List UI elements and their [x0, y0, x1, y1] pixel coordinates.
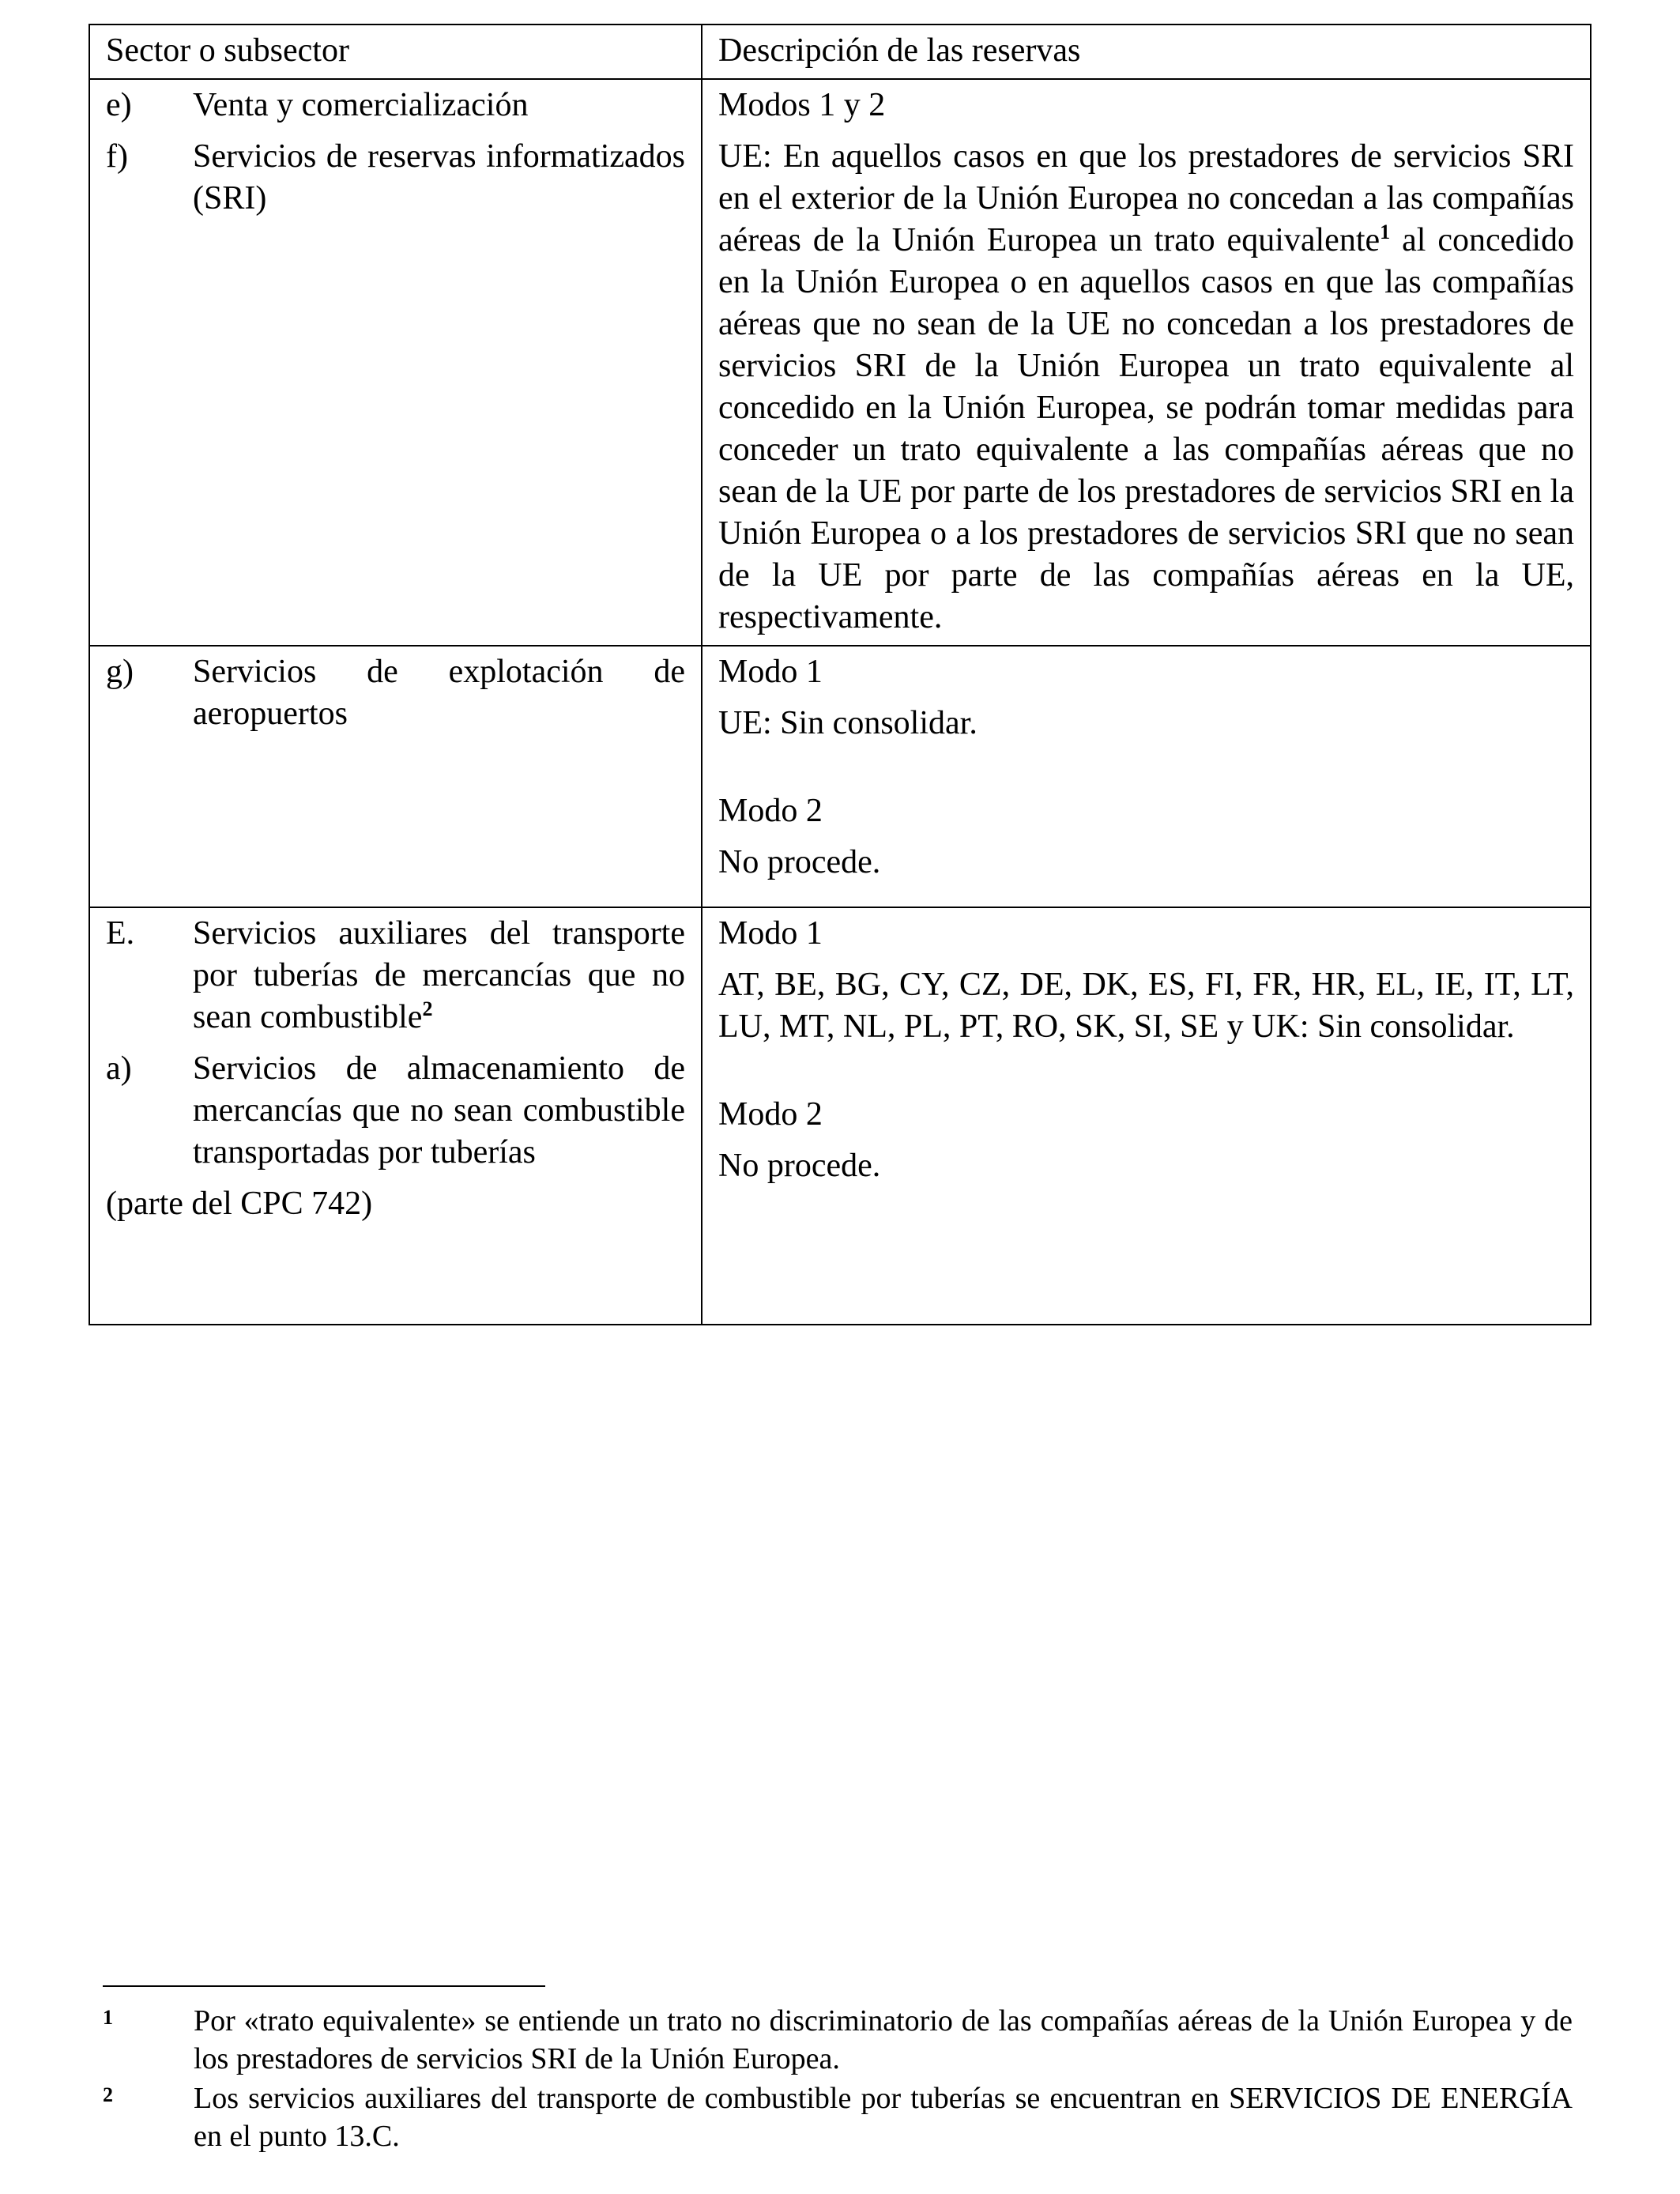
item-text: Venta y comercialización — [193, 87, 529, 123]
reservation-text — [718, 136, 1574, 639]
item-label: E. — [106, 915, 135, 952]
reservation-text-part1: UE: En aquellos casos en que los prestadores de servicios SRI en el exterior de la Unión Europea no concedan a las compañías aéreas de la Unión Europea un trato equivalente — [718, 138, 1574, 258]
mode-heading: Modo 1 — [718, 915, 823, 952]
item-text — [193, 913, 685, 1039]
item-label: g) — [106, 654, 134, 690]
footnote — [103, 2079, 1573, 2155]
footnote-text: Los servicios auxiliares del transporte de combustible por tuberías se encuentran en SERVICIOS DE ENERGÍA en el punto 13.C. — [194, 2082, 1573, 2153]
item-label: f) — [106, 138, 128, 175]
mode-heading: Modo 1 — [718, 654, 823, 690]
footnote-text: Por «trato equivalente» se entiende un trato no discriminatorio de las compañías aéreas de la Unión Europea y de los prestadores de servicios SRI de la Unión Europea. — [194, 2004, 1573, 2075]
item-text: Servicios de reservas informatizados (SRI) — [193, 138, 685, 217]
cpc-note: (parte del CPC 742) — [106, 1186, 373, 1222]
sector-cell — [89, 907, 702, 1325]
mode-heading: Modo 2 — [718, 1096, 823, 1133]
description-cell — [702, 907, 1591, 1325]
table-row — [89, 79, 1591, 646]
list-item — [106, 85, 685, 126]
mode-heading: Modo 2 — [718, 793, 823, 829]
table-row — [89, 907, 1591, 1325]
reservation-text-part2: al concedido en la Unión Europea o en aquellos casos en que las compañías aéreas que no sean de la UE no concedan a los prestadores de servicios SRI de la Unión Europea un trato equivalente al concedido en la Unión Europea, se podrán tomar medidas para conceder un trato equivalente a las compañías aéreas que no sean de la UE por parte de los prestadores de servicios SRI en la Unión Europea o a los prestadores de servicios SRI que no sean de la UE por parte de las compañías aéreas en la UE, respectivamente. — [718, 222, 1574, 635]
list-item — [106, 913, 685, 1039]
footnote-number: 2 — [103, 2083, 113, 2106]
footnote-divider — [103, 1985, 545, 1987]
footnote-number: 1 — [103, 2006, 113, 2029]
mode-text: AT, BE, BG, CY, CZ, DE, DK, ES, FI, FR, HR, EL, IE, IT, LT, LU, MT, NL, PL, PT, RO, SK, SI, SE y UK: Sin consolidar. — [718, 967, 1574, 1045]
mode-text: No procede. — [718, 844, 881, 880]
reservations-table — [89, 24, 1591, 1325]
item-label: e) — [106, 87, 132, 123]
mode-heading: Modos 1 y 2 — [718, 87, 886, 123]
list-item — [106, 651, 685, 735]
table-header-row — [89, 25, 1591, 79]
sector-cell — [89, 646, 702, 907]
item-text: Servicios de explotación de aeropuertos — [193, 654, 685, 732]
footnotes — [103, 2002, 1573, 2157]
footnote — [103, 2002, 1573, 2078]
list-item — [106, 1048, 685, 1174]
item-label: a) — [106, 1050, 132, 1087]
item-text-main: Servicios auxiliares del transporte por tuberías de mercancías que no sean combustible — [193, 915, 685, 1035]
header-sector: Sector o subsector — [89, 25, 702, 79]
mode-text: No procede. — [718, 1148, 881, 1184]
description-cell — [702, 646, 1591, 907]
item-text: Servicios de almacenamiento de mercancías que no sean combustible transportadas por tuberías — [193, 1050, 685, 1171]
footnote-ref: 2 — [422, 997, 433, 1020]
table-row — [89, 646, 1591, 907]
sector-cell — [89, 79, 702, 646]
description-cell — [702, 79, 1591, 646]
mode-text: UE: Sin consolidar. — [718, 705, 977, 741]
header-description: Descripción de las reservas — [702, 25, 1591, 79]
list-item — [106, 136, 685, 220]
footnote-ref: 1 — [1380, 221, 1391, 243]
